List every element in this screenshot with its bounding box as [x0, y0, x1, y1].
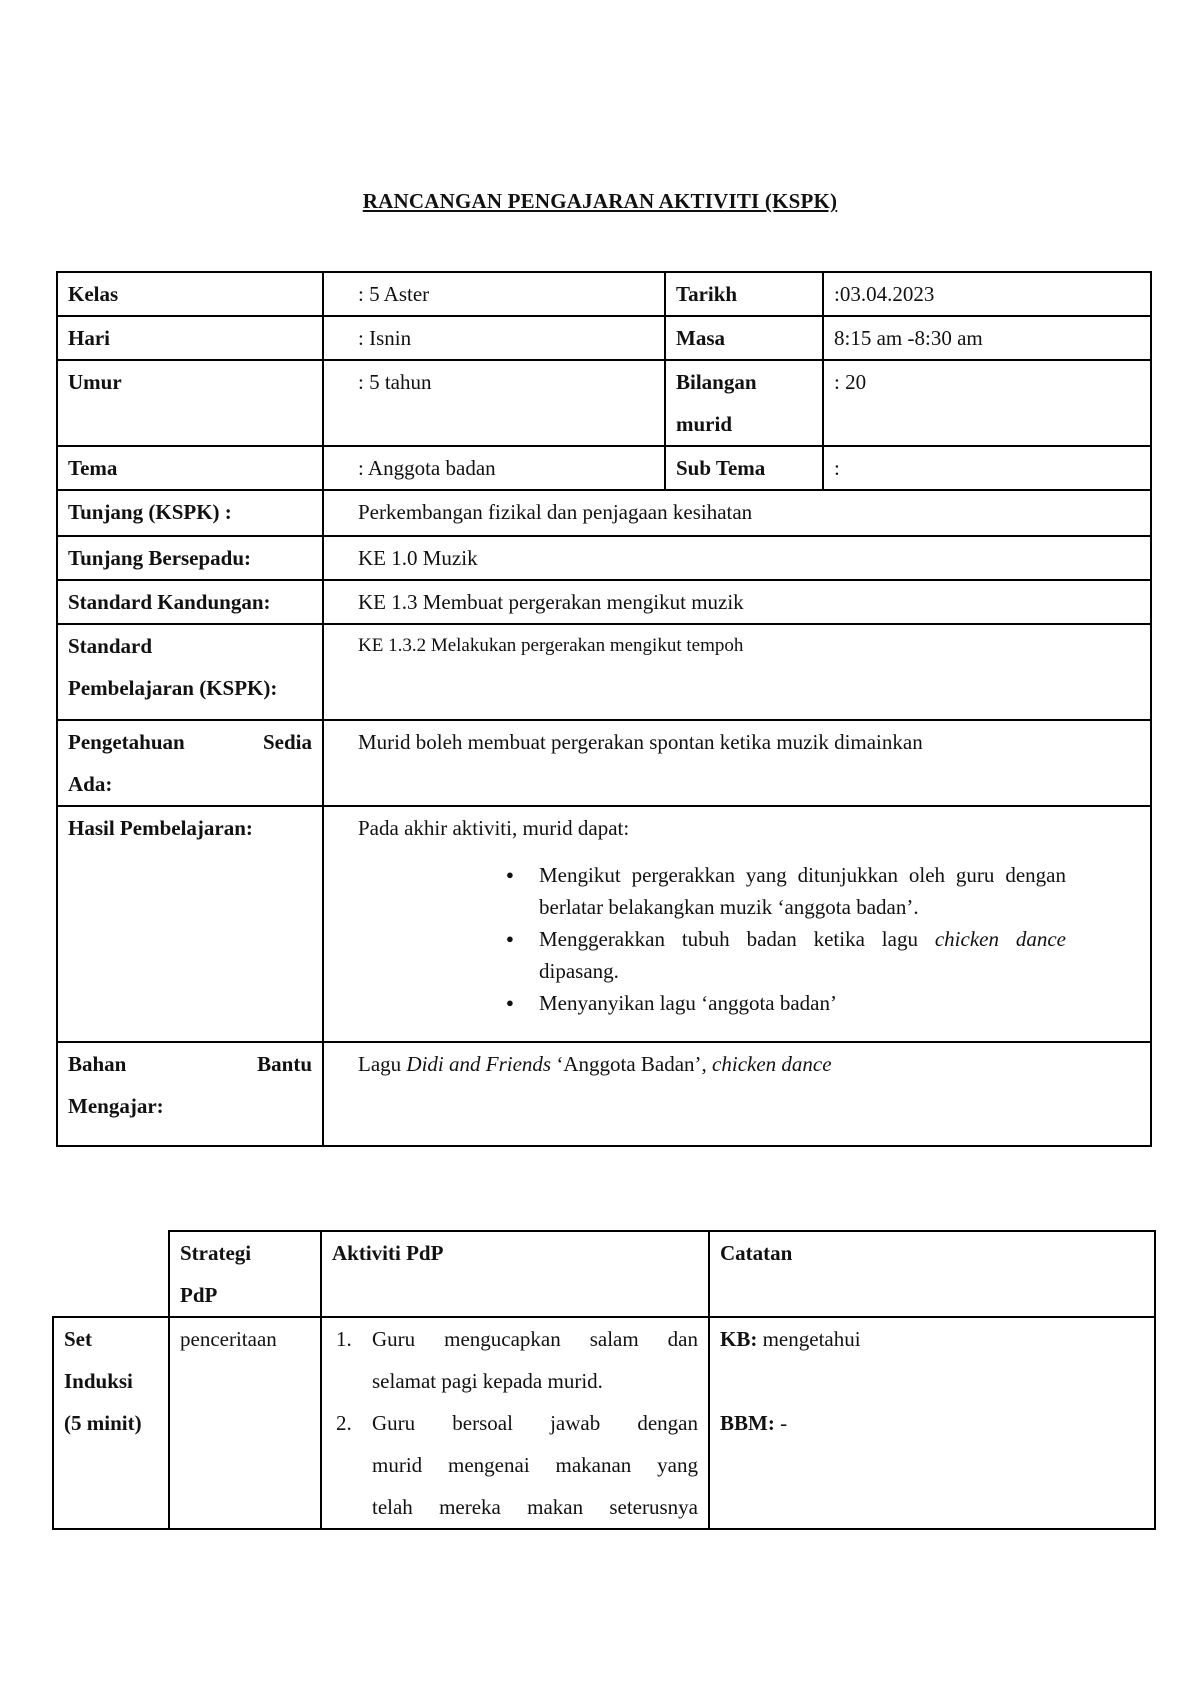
- catatan-kb: [720, 1318, 1144, 1360]
- step-2-text-1: Guru bersoal jawab dengan: [372, 1411, 698, 1435]
- bbm-text-4: chicken dance: [712, 1052, 832, 1076]
- step-1-line1: [332, 1318, 698, 1360]
- hasil-item-2: [538, 923, 1066, 987]
- hasil-item-3-text: Menyanyikan lagu ‘anggota badan’: [539, 991, 837, 1015]
- label-tema: Tema: [57, 446, 323, 490]
- label-bahan-bantu: [57, 1042, 323, 1146]
- value-strategi: penceritaan: [169, 1317, 321, 1529]
- row-bersepadu: [57, 536, 1151, 580]
- plan-row-set-induksi: [53, 1317, 1155, 1529]
- kb-value: mengetahui: [757, 1327, 861, 1351]
- kb-label: KB:: [720, 1327, 758, 1351]
- label-hari: Hari: [57, 316, 323, 360]
- aktiviti-steps: [332, 1318, 698, 1528]
- page-title: RANCANGAN PENGAJARAN AKTIVITI (KSPK): [362, 189, 838, 213]
- row-bahan-bantu: [57, 1042, 1151, 1146]
- hasil-list: [538, 859, 1066, 1019]
- value-catatan: [709, 1317, 1155, 1529]
- catatan-gap: [720, 1360, 1144, 1402]
- row-pengetahuan-sedia-ada: [57, 720, 1151, 806]
- value-tarikh: :03.04.2023: [823, 272, 1151, 316]
- row-hasil-pembelajaran: [57, 806, 1151, 1042]
- label-bbm-word1: Bahan: [68, 1052, 127, 1076]
- label-ps-word2: Sedia: [262, 730, 312, 754]
- label-kelas: Kelas: [57, 272, 323, 316]
- header-catatan: Catatan: [709, 1231, 1155, 1317]
- step-2-line3: [332, 1486, 698, 1528]
- label-tarikh: Tarikh: [665, 272, 823, 316]
- value-bersepadu: KE 1.0 Muzik: [323, 536, 1151, 580]
- value-pengetahuan-sedia-ada: Murid boleh membuat pergerakan spontan ketika muzik dimainkan: [323, 720, 1151, 806]
- value-aktiviti: [321, 1317, 709, 1529]
- row-standard-pembelajaran: [57, 624, 1151, 720]
- label-sp-line2: Pembelajaran (KSPK):: [68, 676, 278, 700]
- hasil-item-2-text-b: dipasang.: [539, 959, 619, 983]
- hasil-item-2-italic: chicken dance: [934, 927, 1066, 951]
- label-tunjang: Tunjang (KSPK) :: [57, 490, 323, 536]
- step-2-text-2: murid mengenai makanan yang: [372, 1453, 698, 1477]
- step-2-line2: [332, 1444, 698, 1486]
- set-induksi-line2: Induksi: [64, 1369, 133, 1393]
- label-bilangan-line2: murid: [676, 412, 733, 436]
- label-ps-line1: [68, 721, 312, 763]
- label-masa: Masa: [665, 316, 823, 360]
- label-pengetahuan-sedia-ada: [57, 720, 323, 806]
- value-bilangan: : 20: [823, 360, 1151, 446]
- step-1-line2: [332, 1360, 698, 1402]
- label-set-induksi: [53, 1317, 169, 1529]
- set-induksi-line3: (5 minit): [64, 1411, 142, 1435]
- plan-header-empty: [53, 1231, 169, 1317]
- bbm-text-2: Didi and Friends: [406, 1052, 552, 1076]
- bbm-value: -: [774, 1411, 788, 1435]
- label-bbm-word2: Bantu: [257, 1052, 312, 1076]
- step-1-number: 1.: [336, 1327, 352, 1351]
- value-bahan-bantu: [323, 1042, 1151, 1146]
- value-masa: 8:15 am -8:30 am: [823, 316, 1151, 360]
- step-2-number: 2.: [336, 1411, 352, 1435]
- label-umur: Umur: [57, 360, 323, 446]
- bbm-text-1: Lagu: [358, 1052, 407, 1076]
- step-2-line1: [332, 1402, 698, 1444]
- bbm-label: BBM:: [720, 1411, 775, 1435]
- label-bilangan: [665, 360, 823, 446]
- value-tema: : Anggota badan: [323, 446, 665, 490]
- label-ps-word1: Pengetahuan: [68, 730, 185, 754]
- value-standard-pembelajaran: KE 1.3.2 Melakukan pergerakan mengikut tempoh: [323, 624, 1151, 720]
- hasil-item-1-text: Mengikut pergerakkan yang ditunjukkan oleh guru dengan berlatar belakangkan muzik ‘anggota badan’.: [539, 863, 1066, 919]
- label-sp-line1: Standard: [68, 634, 153, 658]
- value-kelas: : 5 Aster: [323, 272, 665, 316]
- header-strategi-line2: PdP: [180, 1283, 218, 1307]
- label-standard-pembelajaran: [57, 624, 323, 720]
- value-hari: : Isnin: [323, 316, 665, 360]
- lesson-info-table: [56, 271, 1152, 1147]
- value-subtema: :: [823, 446, 1151, 490]
- value-standard-kandungan: KE 1.3 Membuat pergerakan mengikut muzik: [323, 580, 1151, 624]
- hasil-item-1: [538, 859, 1066, 923]
- plan-header-row: [53, 1231, 1155, 1317]
- row-tema: [57, 446, 1151, 490]
- step-1-text-1: Guru mengucapkan salam dan: [372, 1327, 698, 1351]
- header-aktiviti: Aktiviti PdP: [321, 1231, 709, 1317]
- label-bbm-line1: [68, 1043, 312, 1085]
- hasil-intro: Pada akhir aktiviti, murid dapat:: [358, 816, 630, 840]
- row-tunjang: [57, 490, 1151, 536]
- row-standard-kandungan: [57, 580, 1151, 624]
- hasil-item-2-text-a: Menggerakkan tubuh badan ketika lagu: [539, 927, 935, 951]
- step-1-text-2: selamat pagi kepada murid.: [372, 1369, 603, 1393]
- value-tunjang: Perkembangan fizikal dan penjagaan kesihatan: [323, 490, 1151, 536]
- bbm-text-3: ‘Anggota Badan’,: [551, 1052, 713, 1076]
- row-hari: [57, 316, 1151, 360]
- header-strategi-line1: Strategi: [180, 1241, 252, 1265]
- lesson-plan-table: [52, 1230, 1156, 1530]
- header-strategi: [169, 1231, 321, 1317]
- label-bilangan-line1: Bilangan: [676, 370, 757, 394]
- value-hasil-pembelajaran: [323, 806, 1151, 1042]
- step-2-text-3: telah mereka makan seterusnya: [372, 1495, 698, 1519]
- label-hasil-pembelajaran: Hasil Pembelajaran:: [57, 806, 323, 1042]
- label-bbm-line2: Mengajar:: [68, 1094, 164, 1118]
- label-standard-kandungan: Standard Kandungan:: [57, 580, 323, 624]
- row-umur: [57, 360, 1151, 446]
- label-subtema: Sub Tema: [665, 446, 823, 490]
- row-kelas: [57, 272, 1151, 316]
- value-umur: : 5 tahun: [323, 360, 665, 446]
- set-induksi-line1: Set: [64, 1327, 92, 1351]
- label-ps-line2: Ada:: [68, 772, 113, 796]
- hasil-item-3: [538, 987, 1066, 1019]
- catatan-bbm: [720, 1402, 1144, 1444]
- label-bersepadu: Tunjang Bersepadu:: [57, 536, 323, 580]
